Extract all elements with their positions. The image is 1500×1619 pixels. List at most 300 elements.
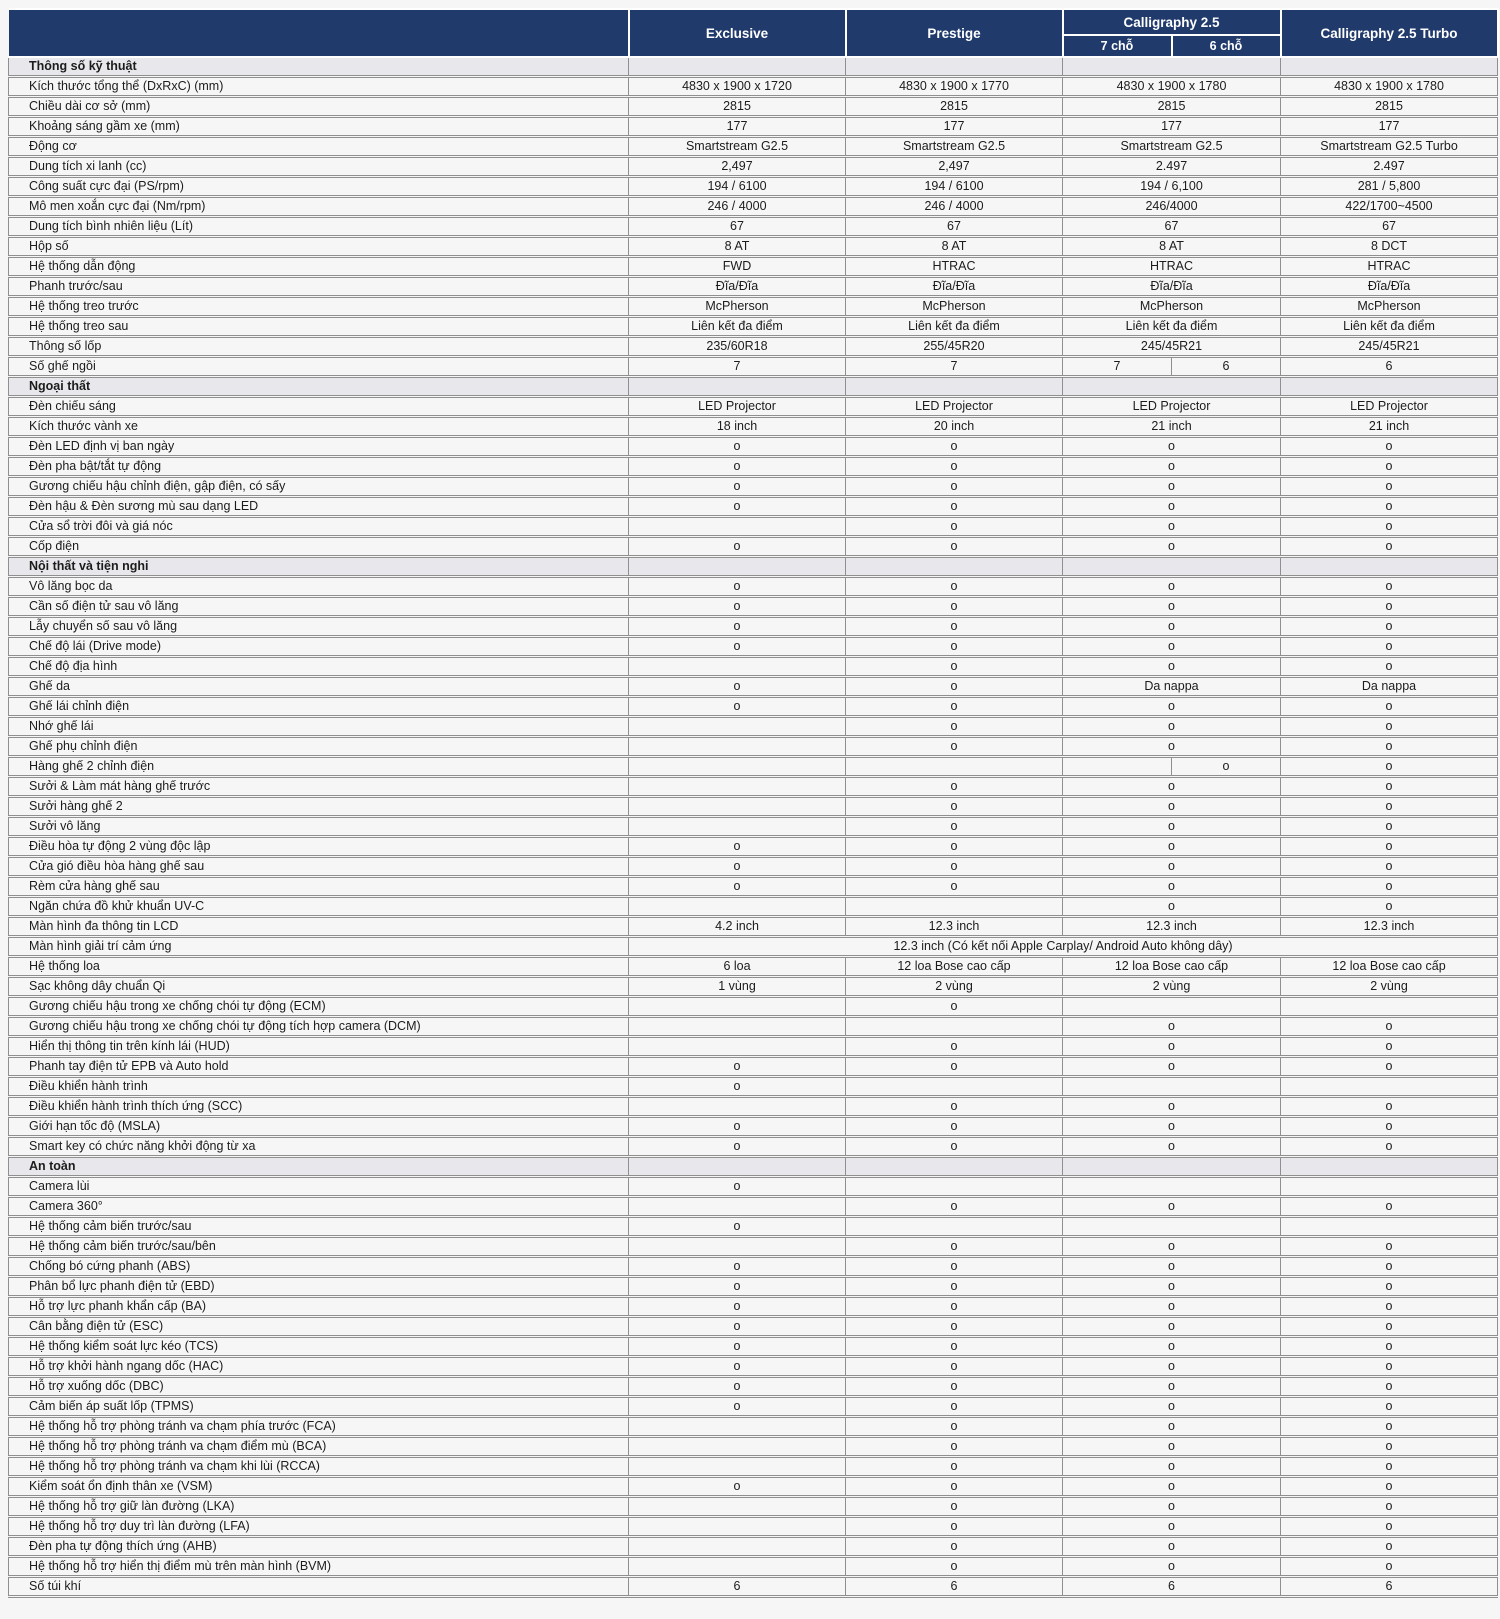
spec-value-cell: o — [1281, 1117, 1498, 1137]
spec-value-cell: o — [1281, 1497, 1498, 1517]
spec-value-cell: o — [1063, 697, 1281, 717]
spec-value-cell: 21 inch — [1063, 417, 1281, 437]
spec-value-cell: 255/45R20 — [846, 337, 1063, 357]
spec-row — [9, 1337, 1498, 1357]
spec-value-cell: 2 vùng — [1281, 977, 1498, 997]
spec-value-cell: o — [629, 1177, 846, 1197]
spec-label-cell: Khoảng sáng gầm xe (mm) — [9, 117, 629, 137]
spec-value-cell: McPherson — [1063, 297, 1281, 317]
spec-value-cell: Liên kết đa điểm — [1063, 317, 1281, 337]
spec-value-cell: o — [1063, 1057, 1281, 1077]
spec-value-cell: o — [1281, 1297, 1498, 1317]
spec-value-cell: o — [1281, 1437, 1498, 1457]
spec-label-cell: Cửa gió điều hòa hàng ghế sau — [9, 857, 629, 877]
spec-value-cell: 4830 x 1900 x 1780 — [1281, 77, 1498, 97]
spec-value-cell: o — [1063, 857, 1281, 877]
spec-value-cell: o — [629, 577, 846, 597]
spec-label-cell: Smart key có chức năng khởi động từ xa — [9, 1137, 629, 1157]
spec-value-cell: o — [1063, 1197, 1281, 1217]
spec-value-cell: o — [846, 1197, 1063, 1217]
spec-value-cell: o — [629, 1117, 846, 1137]
spec-value-cell: o — [1281, 697, 1498, 717]
section-row — [9, 377, 1498, 397]
spec-label-cell: Ghế da — [9, 677, 629, 697]
spec-value-cell: 12.3 inch — [1063, 917, 1281, 937]
spec-value-cell: o — [1281, 1557, 1498, 1577]
spec-label-cell: Camera lùi — [9, 1177, 629, 1197]
spec-row — [9, 497, 1498, 517]
spec-value-cell: 177 — [846, 117, 1063, 137]
spec-value-cell: o — [629, 1317, 846, 1337]
spec-value-cell: o — [1281, 1257, 1498, 1277]
spec-value-cell: o — [629, 857, 846, 877]
spec-value-cell: o — [1281, 1377, 1498, 1397]
spec-label-cell: Phanh trước/sau — [9, 277, 629, 297]
spec-value-cell: o — [629, 1477, 846, 1497]
subcolumn-header-6-seats: 6 chỗ — [1172, 35, 1281, 57]
spec-label-cell: Động cơ — [9, 137, 629, 157]
spec-row — [9, 217, 1498, 237]
spec-value-cell — [629, 1457, 846, 1477]
spec-value-cell: o — [846, 1097, 1063, 1117]
spec-table-body — [9, 57, 1498, 1597]
spec-value-cell: o — [629, 1057, 846, 1077]
spec-value-cell: o — [1281, 837, 1498, 857]
spec-label-cell: Hộp số — [9, 237, 629, 257]
spec-value-cell: o — [1063, 437, 1281, 457]
spec-value-cell: o — [629, 437, 846, 457]
spec-row — [9, 437, 1498, 457]
spec-value-cell: 281 / 5,800 — [1281, 177, 1498, 197]
spec-value-cell: o — [1063, 577, 1281, 597]
spec-row — [9, 737, 1498, 757]
spec-value-cell: 67 — [846, 217, 1063, 237]
spec-value-cell: o — [846, 1537, 1063, 1557]
column-header-calligraphy-turbo: Calligraphy 2.5 Turbo — [1281, 9, 1498, 57]
spec-row — [9, 817, 1498, 837]
spec-row — [9, 417, 1498, 437]
spec-value-cell — [629, 1037, 846, 1057]
spec-value-cell — [629, 817, 846, 837]
spec-row — [9, 637, 1498, 657]
spec-value-cell: o — [846, 1137, 1063, 1157]
spec-value-cell: o — [1063, 1497, 1281, 1517]
spec-value-cell: o — [1063, 1317, 1281, 1337]
spec-row — [9, 937, 1498, 957]
spec-value-cell: o — [629, 1357, 846, 1377]
spec-row — [9, 857, 1498, 877]
spec-value-cell: o — [629, 1297, 846, 1317]
spec-label-cell: Cốp điện — [9, 537, 629, 557]
spec-value-cell: LED Projector — [1281, 397, 1498, 417]
spec-value-cell: 6 — [846, 1577, 1063, 1597]
spec-label-cell: Cần số điện tử sau vô lăng — [9, 597, 629, 617]
spec-value-cell: 8 AT — [629, 237, 846, 257]
spec-value-cell: Smartstream G2.5 — [1063, 137, 1281, 157]
spec-value-cell: o — [846, 517, 1063, 537]
spec-label-cell: Hệ thống hỗ trợ phòng tránh va chạm phía trước (FCA) — [9, 1417, 629, 1437]
spec-value-cell: o — [1281, 797, 1498, 817]
spec-value-cell — [629, 657, 846, 677]
spec-row — [9, 1077, 1498, 1097]
spec-row — [9, 297, 1498, 317]
spec-label-cell: Phanh tay điện tử EPB và Auto hold — [9, 1057, 629, 1077]
spec-row — [9, 597, 1498, 617]
spec-value-cell-merged: 12.3 inch (Có kết nối Apple Carplay/ Android Auto không dây) — [629, 937, 1498, 957]
spec-value-cell: 8 DCT — [1281, 237, 1498, 257]
spec-value-cell: o — [1063, 1037, 1281, 1057]
spec-value-cell: 2,497 — [629, 157, 846, 177]
spec-value-cell: 2 vùng — [1063, 977, 1281, 997]
spec-value-cell: o — [846, 837, 1063, 857]
spec-row — [9, 977, 1498, 997]
spec-row — [9, 357, 1498, 377]
spec-label-cell: Hỗ trợ xuống dốc (DBC) — [9, 1377, 629, 1397]
spec-row — [9, 1237, 1498, 1257]
spec-row — [9, 77, 1498, 97]
spec-value-cell: o — [846, 457, 1063, 477]
spec-value-cell: o — [1172, 757, 1281, 777]
spec-value-cell: o — [846, 1437, 1063, 1457]
spec-row — [9, 1577, 1498, 1597]
spec-label-cell: Chống bó cứng phanh (ABS) — [9, 1257, 629, 1277]
spec-label-cell: Mô men xoắn cực đại (Nm/rpm) — [9, 197, 629, 217]
spec-value-cell: o — [846, 697, 1063, 717]
spec-row — [9, 177, 1498, 197]
spec-value-cell: 2815 — [1281, 97, 1498, 117]
spec-value-cell: o — [1281, 1237, 1498, 1257]
spec-value-cell: o — [1063, 717, 1281, 737]
spec-value-cell: Smartstream G2.5 — [629, 137, 846, 157]
spec-value-cell: o — [846, 1517, 1063, 1537]
spec-value-cell: o — [1063, 877, 1281, 897]
spec-value-cell: o — [846, 617, 1063, 637]
spec-row — [9, 157, 1498, 177]
spec-value-cell: o — [1281, 1037, 1498, 1057]
spec-label-cell: Đèn chiếu sáng — [9, 397, 629, 417]
spec-value-cell: McPherson — [846, 297, 1063, 317]
spec-label-cell: Hệ thống hỗ trợ giữ làn đường (LKA) — [9, 1497, 629, 1517]
spec-value-cell: o — [1281, 637, 1498, 657]
spec-value-cell: o — [1063, 537, 1281, 557]
spec-value-cell — [629, 1437, 846, 1457]
spec-value-cell: 7 — [629, 357, 846, 377]
spec-value-cell: Da nappa — [1281, 677, 1498, 697]
spec-row — [9, 797, 1498, 817]
spec-value-cell — [629, 897, 846, 917]
spec-value-cell: o — [846, 1357, 1063, 1377]
spec-value-cell: McPherson — [1281, 297, 1498, 317]
spec-value-cell: o — [1063, 1457, 1281, 1477]
section-value-cell — [846, 57, 1063, 77]
spec-label-cell: Hàng ghế 2 chỉnh điện — [9, 757, 629, 777]
spec-value-cell: 6 — [1172, 357, 1281, 377]
spec-value-cell: o — [629, 597, 846, 617]
spec-value-cell: o — [1281, 1457, 1498, 1477]
spec-value-cell: 246/4000 — [1063, 197, 1281, 217]
spec-label-cell: Hệ thống hỗ trợ hiển thị điểm mù trên màn hình (BVM) — [9, 1557, 629, 1577]
section-title: Nội thất và tiện nghi — [9, 557, 629, 577]
spec-value-cell — [846, 757, 1063, 777]
spec-value-cell: 12.3 inch — [1281, 917, 1498, 937]
spec-value-cell: Liên kết đa điểm — [1281, 317, 1498, 337]
spec-value-cell: o — [629, 497, 846, 517]
spec-value-cell: o — [846, 997, 1063, 1017]
spec-row — [9, 397, 1498, 417]
spec-value-cell: 177 — [629, 117, 846, 137]
spec-value-cell: o — [1281, 497, 1498, 517]
spec-value-cell: 245/45R21 — [1281, 337, 1498, 357]
spec-value-cell: 177 — [1281, 117, 1498, 137]
spec-value-cell: o — [1281, 1317, 1498, 1337]
spec-value-cell — [1281, 1077, 1498, 1097]
spec-label-cell: Lẫy chuyển số sau vô lăng — [9, 617, 629, 637]
section-value-cell — [1063, 557, 1281, 577]
spec-label-cell: Ghế lái chỉnh điện — [9, 697, 629, 717]
spec-value-cell: o — [846, 1417, 1063, 1437]
spec-label-cell: Hệ thống treo trước — [9, 297, 629, 317]
spec-row — [9, 917, 1498, 937]
spec-value-cell: 7 — [1063, 357, 1172, 377]
spec-label-cell: Điều khiển hành trình — [9, 1077, 629, 1097]
spec-value-cell: 6 — [1063, 1577, 1281, 1597]
spec-value-cell: o — [1063, 1297, 1281, 1317]
spec-value-cell: o — [846, 1557, 1063, 1577]
spec-label-cell: Giới hạn tốc độ (MSLA) — [9, 1117, 629, 1137]
spec-value-cell: 4830 x 1900 x 1780 — [1063, 77, 1281, 97]
spec-value-cell: o — [1281, 477, 1498, 497]
spec-row — [9, 697, 1498, 717]
spec-label-cell: Ngăn chứa đồ khử khuẩn UV-C — [9, 897, 629, 917]
spec-value-cell: o — [1063, 517, 1281, 537]
spec-value-cell: o — [1281, 1137, 1498, 1157]
spec-value-cell — [629, 737, 846, 757]
spec-value-cell: o — [1281, 1477, 1498, 1497]
spec-value-cell: McPherson — [629, 297, 846, 317]
spec-value-cell: o — [1063, 1557, 1281, 1577]
spec-value-cell: 12.3 inch — [846, 917, 1063, 937]
spec-value-cell: o — [1281, 1357, 1498, 1377]
spec-value-cell: o — [1063, 1277, 1281, 1297]
spec-value-cell — [629, 1557, 846, 1577]
spec-value-cell: o — [629, 1337, 846, 1357]
spec-label-cell: Chế độ lái (Drive mode) — [9, 637, 629, 657]
subcolumn-header-7-seats: 7 chỗ — [1063, 35, 1172, 57]
spec-value-cell: o — [1281, 657, 1498, 677]
spec-value-cell: o — [846, 1297, 1063, 1317]
spec-value-cell: 246 / 4000 — [629, 197, 846, 217]
spec-value-cell: o — [846, 577, 1063, 597]
spec-value-cell: o — [1063, 1357, 1281, 1377]
spec-value-cell: 4.2 inch — [629, 917, 846, 937]
spec-row — [9, 1497, 1498, 1517]
spec-value-cell: o — [1063, 1097, 1281, 1117]
spec-value-cell: o — [629, 1257, 846, 1277]
spec-value-cell: o — [846, 1337, 1063, 1357]
spec-value-cell: o — [846, 437, 1063, 457]
spec-value-cell — [629, 517, 846, 537]
spec-value-cell: o — [1063, 1417, 1281, 1437]
spec-value-cell: o — [846, 1317, 1063, 1337]
spec-value-cell: o — [846, 657, 1063, 677]
section-value-cell — [846, 377, 1063, 397]
spec-value-cell — [1063, 1077, 1281, 1097]
spec-value-cell: o — [629, 537, 846, 557]
spec-row — [9, 757, 1498, 777]
spec-row — [9, 1257, 1498, 1277]
spec-value-cell — [629, 1197, 846, 1217]
spec-value-cell: o — [1063, 637, 1281, 657]
spec-value-cell: o — [1281, 597, 1498, 617]
spec-value-cell: o — [846, 1037, 1063, 1057]
spec-label-cell: Thông số lốp — [9, 337, 629, 357]
section-value-cell — [629, 57, 846, 77]
spec-value-cell: 194 / 6,100 — [1063, 177, 1281, 197]
spec-row — [9, 1297, 1498, 1317]
spec-label-cell: Kích thước tổng thể (DxRxC) (mm) — [9, 77, 629, 97]
spec-value-cell: o — [846, 877, 1063, 897]
spec-value-cell — [629, 1537, 846, 1557]
spec-label-cell: Hỗ trợ lực phanh khẩn cấp (BA) — [9, 1297, 629, 1317]
spec-row — [9, 1017, 1498, 1037]
spec-value-cell: o — [1281, 617, 1498, 637]
spec-value-cell — [629, 777, 846, 797]
spec-value-cell: 67 — [1063, 217, 1281, 237]
spec-label-cell: Rèm cửa hàng ghế sau — [9, 877, 629, 897]
spec-value-cell: o — [629, 1217, 846, 1237]
spec-value-cell: HTRAC — [1063, 257, 1281, 277]
spec-row — [9, 777, 1498, 797]
spec-label-cell: Đèn pha bật/tắt tự động — [9, 457, 629, 477]
spec-row — [9, 1097, 1498, 1117]
spec-value-cell: o — [846, 797, 1063, 817]
spec-value-cell: 6 — [629, 1577, 846, 1597]
spec-value-cell: o — [629, 1277, 846, 1297]
spec-row — [9, 1477, 1498, 1497]
spec-value-cell: o — [629, 637, 846, 657]
spec-row — [9, 837, 1498, 857]
spec-label-cell: Hỗ trợ khởi hành ngang dốc (HAC) — [9, 1357, 629, 1377]
spec-row — [9, 277, 1498, 297]
spec-value-cell: o — [846, 1117, 1063, 1137]
spec-value-cell: 6 — [1281, 357, 1498, 377]
spec-row — [9, 1397, 1498, 1417]
spec-value-cell: 245/45R21 — [1063, 337, 1281, 357]
spec-row — [9, 617, 1498, 637]
spec-value-cell: 2815 — [1063, 97, 1281, 117]
spec-value-cell: o — [846, 777, 1063, 797]
spec-value-cell: 194 / 6100 — [629, 177, 846, 197]
spec-label-cell: Sưởi & Làm mát hàng ghế trước — [9, 777, 629, 797]
spec-value-cell: o — [1063, 1517, 1281, 1537]
spec-value-cell: o — [846, 717, 1063, 737]
spec-value-cell: o — [1281, 1517, 1498, 1537]
spec-row — [9, 1037, 1498, 1057]
spec-table — [8, 8, 1499, 1598]
spec-value-cell: Da nappa — [1063, 677, 1281, 697]
spec-label-cell: Gương chiếu hậu chỉnh điện, gập điện, có sấy — [9, 477, 629, 497]
section-value-cell — [1281, 377, 1498, 397]
spec-value-cell: 2815 — [846, 97, 1063, 117]
spec-value-cell — [846, 1077, 1063, 1097]
spec-value-cell: o — [1281, 877, 1498, 897]
spec-value-cell: o — [1063, 897, 1281, 917]
spec-value-cell: o — [1063, 497, 1281, 517]
spec-value-cell: 12 loa Bose cao cấp — [1063, 957, 1281, 977]
section-value-cell — [1281, 1157, 1498, 1177]
spec-value-cell: 8 AT — [1063, 237, 1281, 257]
spec-value-cell: Smartstream G2.5 Turbo — [1281, 137, 1498, 157]
spec-value-cell: o — [846, 1497, 1063, 1517]
spec-value-cell — [629, 997, 846, 1017]
spec-value-cell: 2 vùng — [846, 977, 1063, 997]
spec-value-cell: o — [1063, 617, 1281, 637]
spec-label-cell: Hệ thống loa — [9, 957, 629, 977]
spec-row — [9, 1317, 1498, 1337]
spec-label-cell: Màn hình đa thông tin LCD — [9, 917, 629, 937]
spec-value-cell: o — [1281, 577, 1498, 597]
spec-value-cell: 235/60R18 — [629, 337, 846, 357]
spec-value-cell: 2.497 — [1063, 157, 1281, 177]
spec-value-cell: Đĩa/Đĩa — [846, 277, 1063, 297]
spec-value-cell — [629, 1497, 846, 1517]
spec-label-cell: Đèn pha tự động thích ứng (AHB) — [9, 1537, 629, 1557]
spec-label-cell: Hệ thống kiểm soát lực kéo (TCS) — [9, 1337, 629, 1357]
spec-value-cell — [1063, 1177, 1281, 1197]
spec-value-cell: 194 / 6100 — [846, 177, 1063, 197]
spec-value-cell: o — [629, 1377, 846, 1397]
spec-value-cell: Đĩa/Đĩa — [1063, 277, 1281, 297]
spec-value-cell: 7 — [846, 357, 1063, 377]
spec-label-cell: Số túi khí — [9, 1577, 629, 1597]
spec-value-cell: o — [1063, 1117, 1281, 1137]
section-value-cell — [629, 377, 846, 397]
spec-value-cell: o — [1281, 457, 1498, 477]
spec-label-cell: Cảm biến áp suất lốp (TPMS) — [9, 1397, 629, 1417]
spec-row — [9, 1537, 1498, 1557]
spec-value-cell: o — [1281, 817, 1498, 837]
spec-row — [9, 237, 1498, 257]
spec-value-cell — [629, 717, 846, 737]
spec-value-cell: o — [846, 737, 1063, 757]
spec-value-cell: o — [846, 1377, 1063, 1397]
spec-label-cell: Kích thước vành xe — [9, 417, 629, 437]
spec-row — [9, 1057, 1498, 1077]
spec-label-cell: Sạc không dây chuẩn Qi — [9, 977, 629, 997]
spec-value-cell: o — [846, 637, 1063, 657]
spec-label-cell: Hệ thống cảm biến trước/sau/bên — [9, 1237, 629, 1257]
spec-label-cell: Điều khiển hành trình thích ứng (SCC) — [9, 1097, 629, 1117]
spec-value-cell: HTRAC — [846, 257, 1063, 277]
spec-value-cell: o — [846, 1277, 1063, 1297]
spec-value-cell: o — [1063, 1337, 1281, 1357]
spec-label-cell: Số ghế ngồi — [9, 357, 629, 377]
spec-value-cell: o — [846, 1237, 1063, 1257]
spec-value-cell: o — [1281, 777, 1498, 797]
spec-value-cell: o — [1063, 597, 1281, 617]
section-value-cell — [1063, 1157, 1281, 1177]
spec-value-cell: o — [1281, 1337, 1498, 1357]
spec-value-cell: o — [1281, 437, 1498, 457]
spec-label-cell: Màn hình giải trí cảm ứng — [9, 937, 629, 957]
spec-value-cell — [846, 1017, 1063, 1037]
section-value-cell — [1281, 57, 1498, 77]
spec-value-cell — [846, 1217, 1063, 1237]
spec-row — [9, 897, 1498, 917]
spec-value-cell: Liên kết đa điểm — [846, 317, 1063, 337]
spec-value-cell: 6 loa — [629, 957, 846, 977]
spec-value-cell: o — [1063, 737, 1281, 757]
